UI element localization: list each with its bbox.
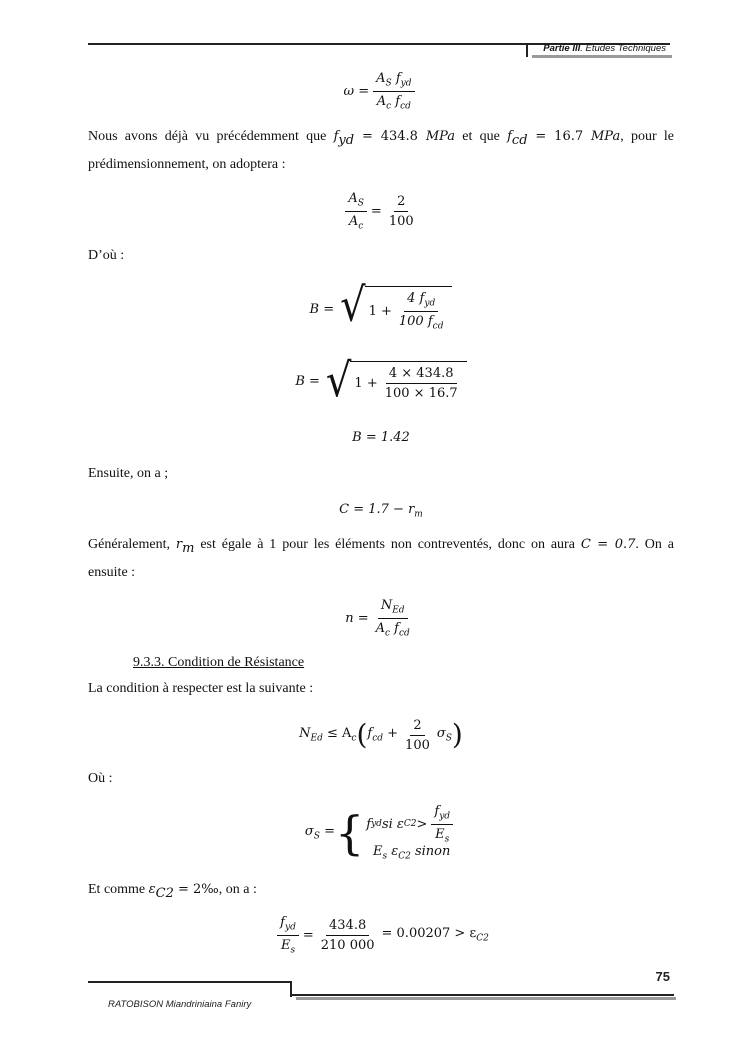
- equation-sigma-cases: $\sigma_S$ = { f yd si ε C2 > $\frac{f_{yd}}{E_s}$ $E_s$ $\varepsilon_{C2}$ sinon: [88, 802, 674, 864]
- paragraph-rm-line2: ensuite :: [88, 565, 136, 580]
- equation-B-numeric: B = √ 1 + $\frac{4 \times 434.8}{100 \times 16.7}$: [88, 355, 674, 407]
- paragraph-fyd-fcd-line2: prédimensionnement, on adoptera :: [88, 157, 286, 172]
- text-ensuite: Ensuite, on a ;: [88, 466, 169, 481]
- page-footer: [88, 969, 676, 1015]
- header-rule: [88, 43, 528, 45]
- equation-B-symbolic: B = √ 1 + $\frac{4 f_{yd}}{100 f_{cd}}$: [88, 283, 674, 335]
- page-number: 75: [655, 969, 670, 984]
- text-et-comme: Et comme $\varepsilon_{C2}$ = 2‰, on a :: [88, 882, 257, 901]
- text-dou: D’où :: [88, 248, 125, 263]
- footer-shadow: [296, 997, 676, 1000]
- footer-author: RATOBISON Miandriniaina Faniry: [108, 999, 252, 1010]
- equation-n: n = $\frac{N_{Ed}}{A_c f_{cd}}$: [345, 597, 410, 639]
- paragraph-rm: Généralement, $r_m$ est égale à 1 pour les éléments non contreventés, donc on aura C = 0.7. On a: [88, 537, 674, 556]
- header-shadow: [532, 55, 672, 58]
- page-header: [88, 38, 670, 60]
- equation-C: $C = 1.7 - r_m$: [339, 502, 423, 520]
- paragraph-fyd-fcd: Nous avons déjà vu précédemment que $f_{yd} = 434.8$ MPa et que $f_{cd} = 16.7$ MPa, pour le: [88, 129, 674, 148]
- equation-resistance-condition: $N_{Ed} \le A_c$ ( $f_{cd}$ + $\frac{2}{100}$ $\sigma_S$ ): [299, 717, 463, 753]
- text-condition: La condition à respecter est la suivante :: [88, 681, 314, 696]
- equation-omega: ω = $\frac{A_S f_{yd}}{A_c f_{cd}}$: [88, 68, 674, 114]
- subsection-heading: 9.3.3. Condition de Résistance: [133, 655, 305, 670]
- footer-box: [88, 981, 292, 997]
- equation-B-result: B = 1.42: [352, 429, 410, 445]
- header-title: Partie III. Études Techniques: [543, 43, 666, 54]
- text-ou: Où :: [88, 771, 113, 786]
- equation-ratio: $\frac{A_S}{A_c}$ = $\frac{2}{100}$: [88, 188, 674, 234]
- equation-fyd-es: $\frac{f_{yd}}{E_s}$ = $\frac{434.8}{210 000}$ = $0.00207 > \varepsilon_{C2}$: [88, 912, 674, 958]
- footer-rule: [290, 994, 674, 996]
